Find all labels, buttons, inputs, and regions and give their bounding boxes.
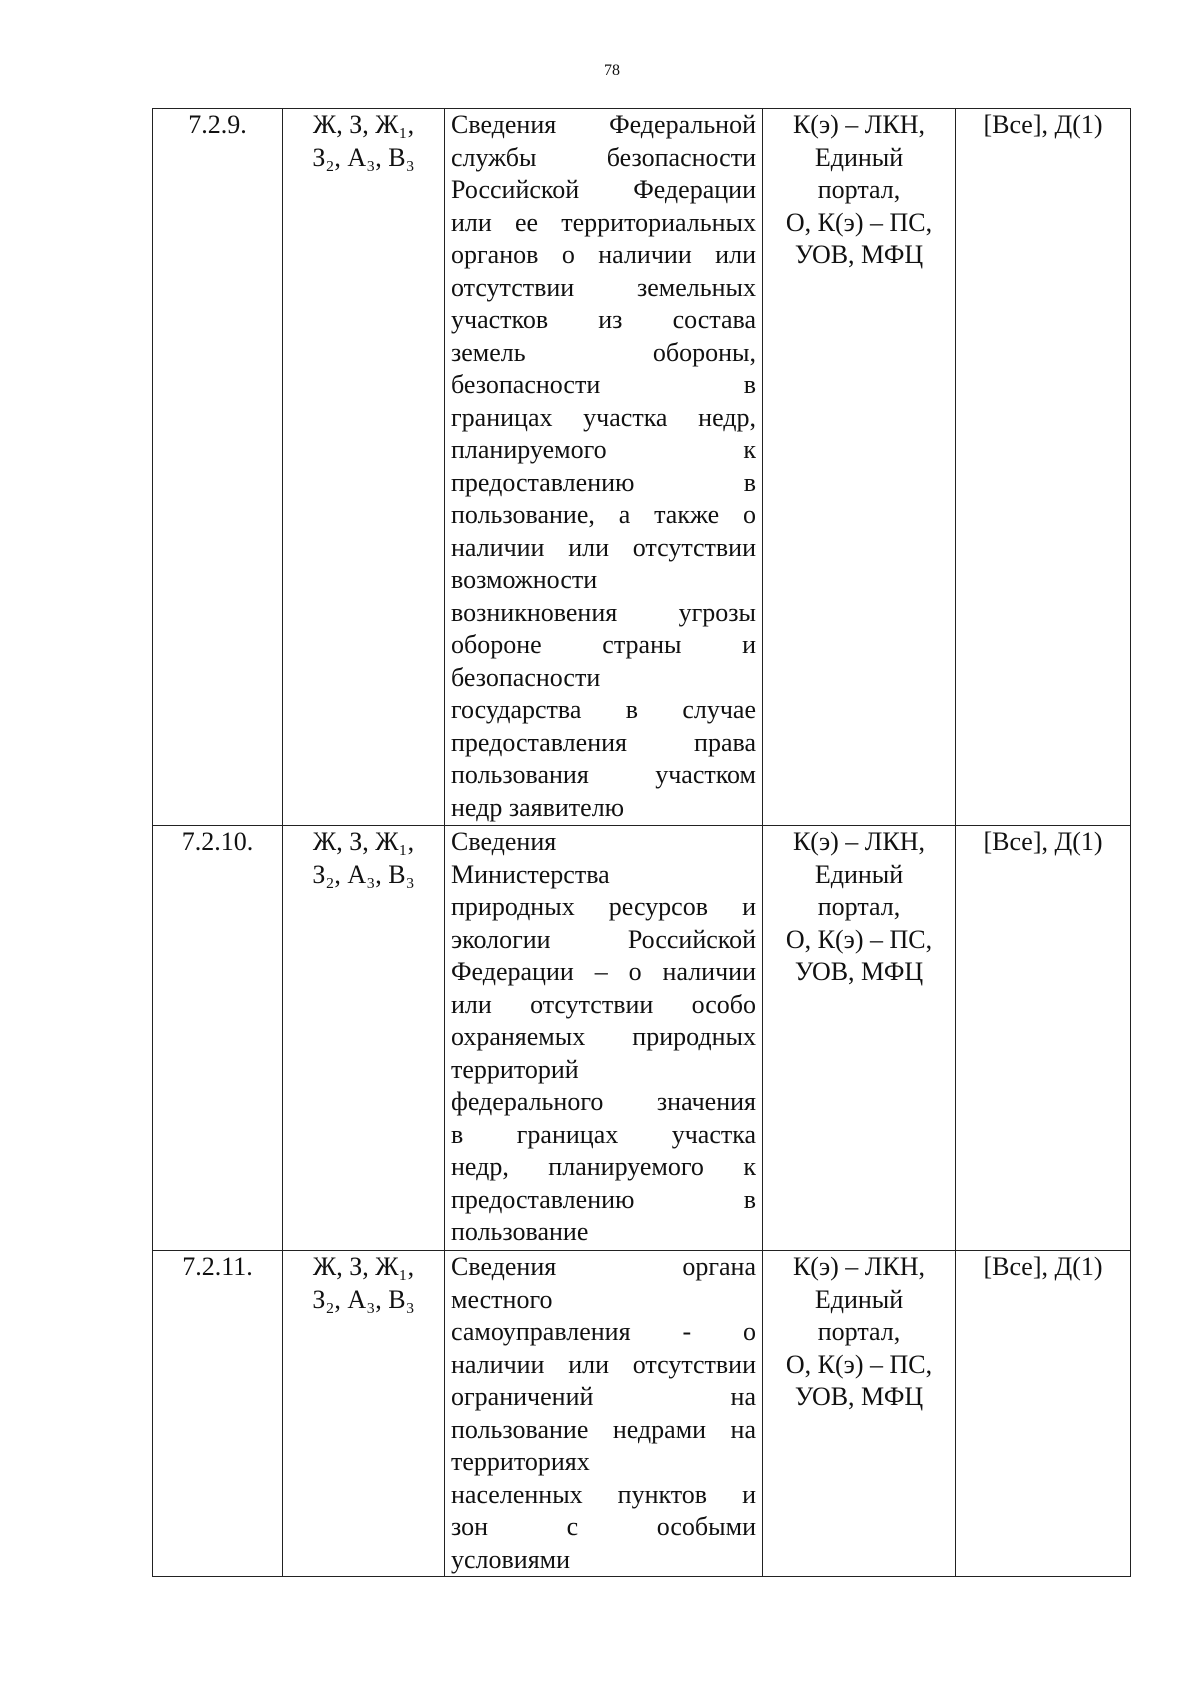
description-cell <box>445 1251 763 1577</box>
description-line: земель обороны, <box>451 337 756 367</box>
description-line: органов о наличии или <box>451 240 756 269</box>
category-line: Ж, З, Ж₁, <box>312 1252 415 1281</box>
description-line: возникновения угрозы <box>451 597 756 627</box>
description-line: планируемого к <box>451 435 756 464</box>
form-line: УОВ, МФЦ <box>794 1382 924 1411</box>
description-line: наличии или отсутствии <box>451 1349 756 1379</box>
description-line: пользование, а также о <box>451 500 756 529</box>
form-line: К(э) – ЛКН, <box>792 110 926 139</box>
row-number-cell: 7.2.9. <box>153 109 283 826</box>
description-cell <box>445 109 763 826</box>
description-line: экологии Российской <box>451 924 756 954</box>
description-line: недр, планируемого к <box>451 1152 756 1181</box>
description-line: охраняемых природных <box>451 1022 756 1051</box>
description-line: или отсутствии особо <box>451 989 756 1019</box>
description-line: населенных пунктов и <box>451 1479 756 1509</box>
description-line: Министерства <box>451 859 610 889</box>
description-line: обороне страны и <box>451 630 756 659</box>
category-line: Ж, З, Ж₁, <box>312 827 415 856</box>
description-line: границах участка недр, <box>451 402 756 432</box>
access-cell: [Все], Д(1) <box>956 109 1131 826</box>
description-line: условиями <box>451 1544 571 1574</box>
form-line: УОВ, МФЦ <box>794 957 924 986</box>
row-number-cell: 7.2.11. <box>153 1251 283 1577</box>
description-line: наличии или отсутствии <box>451 532 756 562</box>
description-line: предоставлению в <box>451 1184 756 1214</box>
page-number: 78 <box>604 62 620 79</box>
row-number-cell: 7.2.10. <box>153 826 283 1251</box>
category-line: Ж, З, Ж₁, <box>312 110 415 139</box>
description-line: недр заявителю <box>451 792 625 822</box>
description-line: безопасности в <box>451 370 756 399</box>
category-cell <box>283 1251 445 1577</box>
form-line: О, К(э) – ПС, <box>785 207 933 237</box>
description-line: предоставлению в <box>451 467 756 497</box>
description-line: местного <box>451 1284 553 1314</box>
form-line: портал, <box>817 892 901 921</box>
document-table <box>152 108 1131 1577</box>
form-line: портал, <box>817 1317 901 1346</box>
description-cell <box>445 826 763 1251</box>
description-line: участков из состава <box>451 305 756 334</box>
description-line: территориях <box>451 1447 590 1476</box>
description-line: отсутствии земельных <box>451 272 756 302</box>
description-line: Сведения Федеральной <box>451 110 756 139</box>
table-row <box>153 1251 1131 1577</box>
table-body <box>153 109 1131 1577</box>
form-line: Единый <box>814 1284 904 1314</box>
form-line: УОВ, МФЦ <box>794 240 924 269</box>
description-line: зон с особыми <box>451 1512 756 1541</box>
form-line: К(э) – ЛКН, <box>792 1252 926 1281</box>
description-line: федерального значения <box>451 1087 756 1116</box>
description-line: пользования участком <box>451 760 756 789</box>
description-line: пользование недрами на <box>451 1414 756 1444</box>
description-line: возможности <box>451 565 598 594</box>
description-line: государства в случае <box>451 695 756 724</box>
description-line: самоуправления - о <box>451 1317 756 1346</box>
form-cell <box>763 109 956 826</box>
description-line: природных ресурсов и <box>451 892 756 921</box>
description-line: или ее территориальных <box>451 207 756 237</box>
category-line: З₂, А₃, В₃ <box>312 859 415 889</box>
form-line: О, К(э) – ПС, <box>785 1349 933 1379</box>
category-cell <box>283 826 445 1251</box>
description-line: безопасности <box>451 662 601 692</box>
form-cell <box>763 826 956 1251</box>
access-cell: [Все], Д(1) <box>956 826 1131 1251</box>
access-cell: [Все], Д(1) <box>956 1251 1131 1577</box>
table-row <box>153 826 1131 1251</box>
description-line: службы безопасности <box>451 142 756 172</box>
form-cell <box>763 1251 956 1577</box>
description-line: территорий <box>451 1054 579 1084</box>
description-line: Сведения органа <box>451 1252 756 1281</box>
description-line: пользование <box>451 1217 589 1246</box>
form-line: Единый <box>814 142 904 172</box>
form-line: К(э) – ЛКН, <box>792 827 926 856</box>
table-row <box>153 109 1131 826</box>
description-line: Федерации – о наличии <box>451 957 756 986</box>
form-line: О, К(э) – ПС, <box>785 924 933 954</box>
description-line: предоставления права <box>451 727 756 757</box>
description-line: в границах участка <box>451 1119 756 1149</box>
description-line: ограничений на <box>451 1382 756 1411</box>
category-cell <box>283 109 445 826</box>
category-line: З₂, А₃, В₃ <box>312 1284 415 1314</box>
description-line: Российской Федерации <box>451 175 756 204</box>
form-line: портал, <box>817 175 901 204</box>
form-line: Единый <box>814 859 904 889</box>
description-line: Сведения <box>451 827 557 856</box>
category-line: З₂, А₃, В₃ <box>312 142 415 172</box>
